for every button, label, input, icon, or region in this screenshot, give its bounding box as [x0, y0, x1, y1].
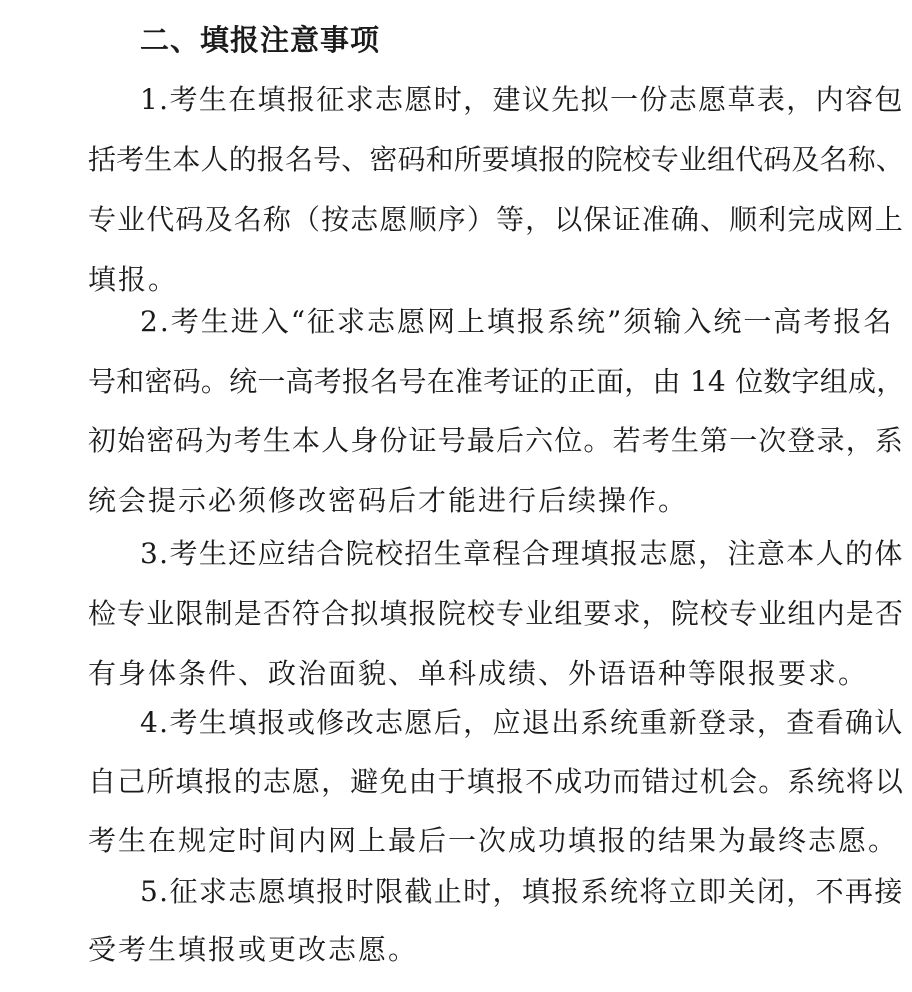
paragraph-line: 5.征求志愿填报时限截止时，填报系统将立即关闭，不再接: [140, 875, 904, 908]
paragraph-line: 考生在规定时间内网上最后一次成功填报的结果为最终志愿。: [88, 824, 899, 857]
paragraph-line: 号和密码。统一高考报名号在准考证的正面，由 14 位数字组成，: [88, 365, 905, 398]
section-heading: 二、填报注意事项: [140, 23, 381, 57]
paragraph-line: 检专业限制是否符合拟填报院校专业组要求，院校专业组内是否: [88, 597, 905, 630]
paragraph-line: 1.考生在填报征求志愿时，建议先拟一份志愿草表，内容包: [140, 83, 904, 116]
paragraph-line: 4.考生填报或修改志愿后，应退出系统重新登录，查看确认: [140, 706, 904, 739]
paragraph-line: 专业代码及名称（按志愿顺序）等，以保证准确、顺利完成网上: [88, 203, 905, 236]
paragraph-line: 有身体条件、政治面貌、单科成绩、外语语种等限报要求。: [88, 657, 869, 690]
paragraph-line: 2.考生进入“征求志愿网上填报系统”须输入统一高考报名: [140, 305, 894, 338]
paragraph-line: 受考生填报或更改志愿。: [88, 933, 419, 966]
paragraph-line: 自己所填报的志愿，避免由于填报不成功而错过机会。系统将以: [88, 765, 905, 798]
paragraph-line: 初始密码为考生本人身份证号最后六位。若考生第一次登录，系: [88, 424, 905, 457]
paragraph-line: 填报。: [88, 263, 179, 296]
paragraph-line: 统会提示必须修改密码后才能进行后续操作。: [88, 484, 689, 517]
paragraph-line: 3.考生还应结合院校招生章程合理填报志愿，注意本人的体: [140, 537, 904, 570]
paragraph-line: 括考生本人的报名号、密码和所要填报的院校专业组代码及名称、: [88, 143, 905, 176]
